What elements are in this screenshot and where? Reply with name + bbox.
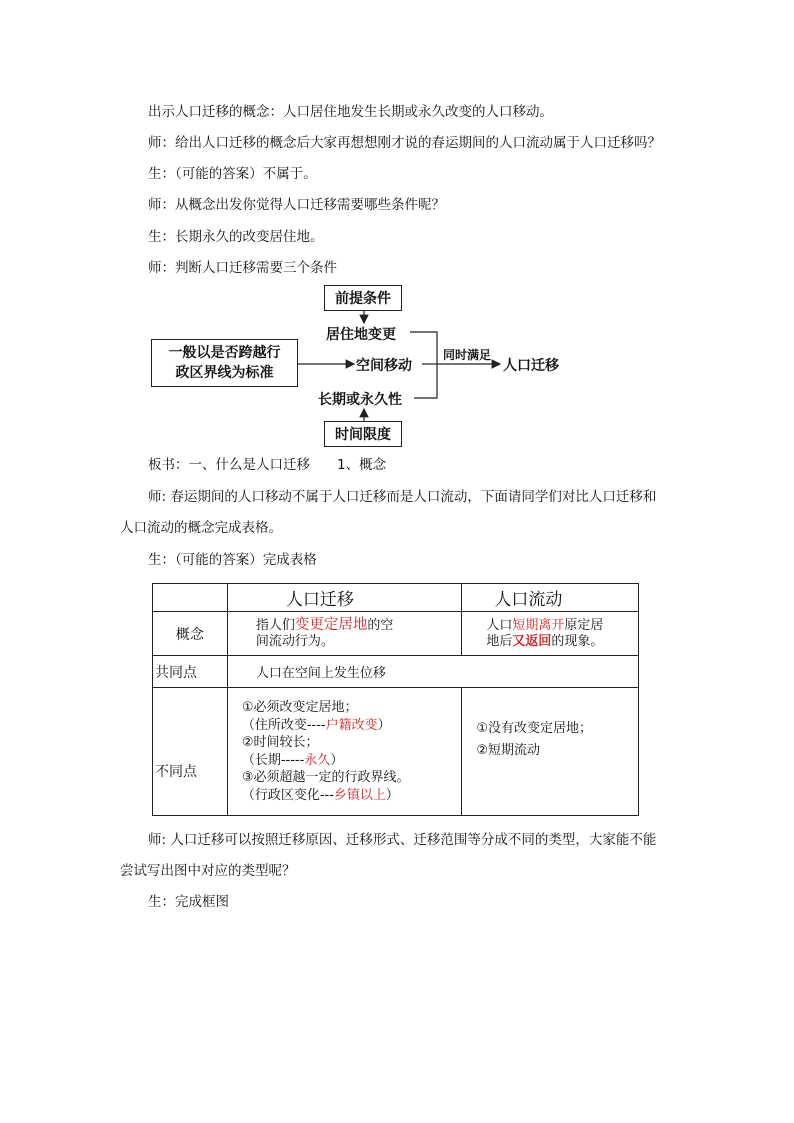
result-label: 人口迁移 (503, 358, 559, 374)
diff-mig-line4b: ） (330, 752, 344, 768)
diff-mig-line5: ③必须超越一定的行政界线。 (241, 770, 410, 785)
paragraph-compare-line2: 人口流动的概念完成表格。 (120, 520, 282, 536)
diff-flow-line2: ②短期流动 (476, 743, 541, 758)
diff-mig-line2-highlight: 户籍改变 (325, 717, 378, 733)
paragraph-student-long-term: 生：长期永久的改变居住地。 (148, 229, 324, 245)
premise-box: 前提条件 (324, 285, 402, 311)
table-row-diff (153, 688, 639, 816)
diff-mig-line4-highlight: 永久 (304, 752, 331, 768)
paragraph-types-line1: 师: 人口迁移可以按照迁移原因、迁移形式、迁移范围等分成不同的类型，大家能不能 (148, 832, 657, 848)
diff-mig-line6a: （行政区变化--- (241, 787, 334, 803)
table-row-common (153, 656, 639, 688)
diff-mig-line6b: ） (385, 787, 399, 803)
paragraph-teacher-question: 师：给出人口迁移的概念后大家再想想刚才说的春运期间的人口流动属于人口迁移吗？ (148, 135, 661, 151)
table-header-row (153, 584, 639, 612)
paragraph-concept: 出示人口迁移的概念：人口居住地发生长期或永久改变的人口移动。 (148, 104, 553, 120)
blackboard-note: 板书：一、什么是人口迁移 1、概念 (148, 457, 387, 473)
space-move-label: 空间移动 (356, 358, 412, 374)
diff-mig-line2a: （住所改变---- (241, 717, 326, 733)
diff-mig-line6-highlight: 乡镇以上 (333, 787, 386, 803)
concept-flow-highlight2: 又返回 (512, 633, 552, 649)
bracket-lines (410, 332, 437, 398)
concept-migration-cell (227, 612, 462, 656)
paragraph-complete-table: 生：（可能的答案）完成表格 (148, 552, 317, 568)
paragraph-complete-diagram: 生：完成框图 (148, 894, 229, 910)
paragraph-teacher-conditions: 师：从概念出发你觉得人口迁移需要哪些条件呢？ (148, 197, 445, 213)
satisfy-label: 同时满足 (443, 348, 492, 362)
concept-flow-text4: 的现象。 (551, 633, 604, 649)
diff-flow-line1: ①没有改变定居地； (476, 721, 593, 736)
diff-migration-cell (227, 688, 462, 816)
paragraph-student-answer: 生：（可能的答案）不属于。 (148, 166, 317, 182)
concept-mig-text3: 间流动行为。 (255, 634, 334, 649)
residence-change-label: 居住地变更 (326, 327, 396, 343)
paragraph-compare-line1: 师: 春运期间的人口移动不属于人口迁移而是人口流动，下面请同学们对比人口迁移和 (148, 489, 657, 505)
common-cell: 人口在空间上发生位移 (227, 656, 638, 688)
diff-mig-line2b: ） (377, 717, 391, 733)
table-row-concept (153, 612, 639, 656)
paragraph-types-line2: 尝试写出图中对应的类型呢？ (120, 863, 296, 879)
concept-flow-cell (462, 612, 639, 656)
row-label-concept: 概念 (153, 612, 228, 656)
concept-flow-highlight1: 短期离开 (512, 617, 565, 633)
concept-flow-text2: 原定居 (564, 617, 604, 633)
concept-mig-text: 指人们 (255, 618, 295, 633)
concept-flow-text3: 地后 (486, 633, 513, 649)
criterion-line-2: 政区界线为标准 (175, 365, 274, 381)
criterion-box (151, 339, 298, 387)
long-term-label: 长期或永久性 (318, 392, 402, 408)
header-migration: 人口迁移 (227, 584, 462, 612)
diff-flow-cell (462, 688, 639, 816)
header-flow: 人口流动 (462, 584, 639, 612)
diff-mig-line3: ②时间较长； (241, 735, 319, 750)
time-limit-box: 时间限度 (324, 421, 402, 447)
paragraph-three-conditions: 师：判断人口迁移需要三个条件 (148, 260, 337, 276)
concept-flow-text: 人口 (486, 617, 513, 633)
concept-mig-highlight: 变更定居地 (294, 617, 368, 633)
row-label-diff: 不同点 (153, 688, 228, 816)
diff-mig-line4a: （长期----- (241, 752, 305, 768)
diff-mig-line1: ①必须改变定居地； (241, 700, 358, 715)
row-label-common: 共同点 (153, 656, 228, 688)
criterion-line-1: 一般以是否跨越行 (168, 345, 281, 361)
concept-mig-text2: 的空 (367, 618, 394, 633)
header-empty-cell (153, 584, 228, 612)
comparison-table (152, 583, 639, 816)
